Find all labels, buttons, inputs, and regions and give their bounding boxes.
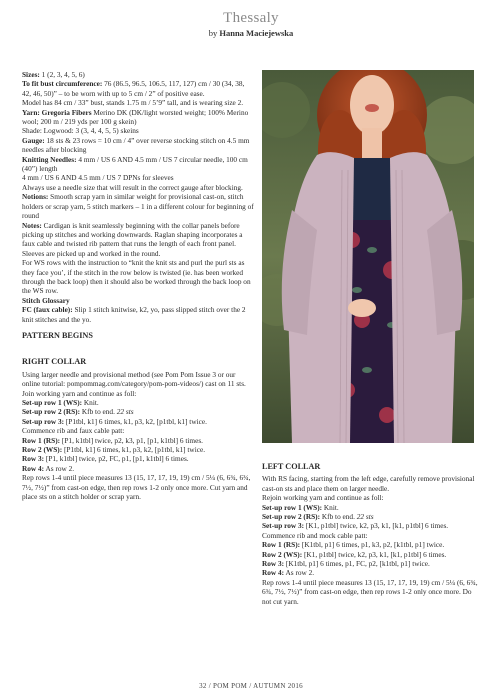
notions-line	[22, 192, 254, 220]
stitch-count: 22 sts	[356, 512, 374, 522]
yarn-value: Merino DK (DK/light worsted weight; 100% Merino wool; 200 m / 219 yds per 100 g skein)	[22, 107, 249, 127]
rc-instructions-3: Commence rib and faux cable patt:	[22, 426, 125, 436]
bust-line	[22, 79, 254, 98]
row-1-label: Row 1 (RS):	[22, 435, 61, 445]
rc-repeat: Rep rows 1-4 until piece measures 13 (15, 17, 17, 19, 19) cm / 5¼ (6, 6¾, 6¾, 7½, 7½)” from cast-on edge, then rep rows 1-2 only once more. Cut yarn and place sts on a stitch holder or scrap yarn.	[22, 473, 251, 502]
notes-value: Cardigan is knit seamlessly beginning with the collar panels before picking up stitches and working downwards. Raglan shaping incorporates a faux cable and twisted rib pattern that runs the length of each front panel. Sleeves are picked up and worked in the round.	[22, 220, 243, 258]
sizes-label: Sizes:	[22, 70, 40, 79]
rc-row-1	[22, 436, 254, 445]
row-2-text: [K1, p1tbl] twice, k2, p3, k1, [k1, p1tbl] 6 times.	[302, 549, 447, 559]
gauge-value: 18 sts & 23 rows = 10 cm / 4” over reverse stocking stitch on 4.5 mm needles after blocking	[22, 135, 250, 155]
row-3-label: Row 3:	[262, 559, 285, 569]
page-footer: 32 / POM POM / AUTUMN 2016	[199, 682, 303, 690]
shade-line: Shade: Logwood: 3 (3, 4, 4, 5, 5) skeins	[22, 126, 139, 136]
pattern-title: Thessaly	[223, 10, 279, 26]
lc-instructions-2: Rejoin working yarn and continue as foll:	[262, 493, 384, 503]
notes-line	[22, 221, 254, 259]
stitch-glossary-text: Stitch Glossary	[22, 295, 70, 305]
byline-by: by	[208, 28, 218, 38]
lc-row-4	[262, 568, 478, 577]
setup-row-1-label: Set-up row 1 (WS):	[262, 502, 323, 512]
setup-row-1-text: Knit.	[82, 398, 99, 407]
byline	[0, 28, 502, 38]
rc-row-4	[22, 464, 254, 473]
author-name: Hanna Maciejewska	[219, 28, 294, 38]
left-collar-heading: LEFT COLLAR	[262, 462, 321, 471]
row-4-text: As row 2.	[44, 463, 75, 473]
pattern-begins-heading: PATTERN BEGINS	[22, 330, 93, 340]
setup-row-3-text: [K1, p1tbl] twice, k2, p3, k1, [k1, p1tbl] 6 times.	[304, 521, 449, 531]
page-header	[0, 10, 502, 38]
needles-line-3: Always use a needle size that will result in the correct gauge after blocking.	[22, 182, 243, 192]
gauge-label: Gauge:	[22, 135, 45, 145]
lc-setup-row-3	[262, 521, 478, 530]
setup-row-2-label: Set-up row 2 (RS):	[262, 512, 321, 522]
row-1-text: [P1, k1tbl] twice, p2, k3, p1, [p1, k1tbl] 6 times.	[60, 435, 203, 445]
fc-value: Slip 1 stitch knitwise, k2, yo, pass slipped stitch over the 2 knit stitches and the yo.	[22, 305, 246, 324]
model-line: Model has 84 cm / 33” bust, stands 1.75 m / 5’9” tall, and is wearing size 2.	[22, 98, 244, 108]
fc-line	[22, 305, 254, 324]
row-4-label: Row 4:	[22, 463, 45, 473]
row-4-label: Row 4:	[262, 568, 285, 578]
lc-setup-row-1	[262, 503, 478, 512]
notions-label: Notions:	[22, 192, 49, 202]
setup-row-3-label: Set-up row 3:	[262, 521, 305, 531]
stitch-count: 22 sts	[116, 407, 134, 417]
setup-row-2-text: Kfb to end.	[320, 512, 357, 522]
right-collar-heading: RIGHT COLLAR	[22, 357, 87, 367]
lc-row-3	[262, 559, 478, 568]
left-column	[22, 70, 254, 501]
gauge-line	[22, 136, 254, 155]
rc-row-2	[22, 445, 254, 454]
row-3-text: [P1, k1tbl] twice, p2, FC, p1, [p1, k1tbl] 6 times.	[44, 454, 189, 464]
row-1-label: Row 1 (RS):	[262, 540, 301, 550]
setup-row-1-label: Set-up row 1 (WS):	[22, 398, 83, 407]
sizes-value: 1 (2, 3, 4, 5, 6)	[39, 70, 85, 79]
setup-row-2-text: Kfb to end.	[80, 407, 117, 417]
sizes-line	[22, 70, 254, 79]
needles-line-2: 4 mm / US 6 AND 4.5 mm / US 7 DPNs for sleeves	[22, 173, 174, 183]
stitch-glossary-heading	[22, 296, 254, 305]
needles-label: Knitting Needles:	[22, 154, 77, 164]
rc-setup-row-1	[22, 398, 254, 407]
rc-instructions-1: Using larger needle and provisional method (see Pom Pom Issue 3 or our online tutorial: pompommag.com/category/pom-pom-videos/) cast on 11 sts.	[22, 369, 246, 389]
rc-row-3	[22, 454, 254, 463]
right-column	[262, 462, 478, 606]
setup-row-2-label: Set-up row 2 (RS):	[22, 407, 81, 417]
photo-illustration	[262, 70, 474, 443]
row-3-text: [K1tbl, p1] 6 times, p1, FC, p2, [k1tbl, p1] twice.	[284, 559, 430, 569]
bust-label: To fit bust circumference:	[22, 79, 103, 89]
lc-repeat: Rep rows 1-4 until piece measures 13 (15, 17, 17, 19, 19) cm / 5¼ (6, 6¾, 6¾, 7½, 7½)” from cast-on edge, then rep rows 1-2 only once more. Do not cut yarn.	[262, 577, 478, 606]
needles-value: 4 mm / US 6 AND 4.5 mm / US 7 circular needle, 100 cm (40”) length	[22, 154, 248, 174]
row-4-text: As row 2.	[284, 568, 315, 578]
lc-instructions-3: Commence rib and mock cable patt:	[262, 530, 368, 540]
lc-row-2	[262, 550, 478, 559]
model-photo	[262, 70, 474, 443]
yarn-line	[22, 108, 254, 127]
notes-label: Notes:	[22, 220, 42, 230]
lc-setup-row-2	[262, 512, 478, 521]
lc-instructions-1: With RS facing, starting from the left edge, carefully remove provisional cast-on sts and place them on larger needle.	[262, 474, 475, 493]
yarn-label: Yarn: Gregoria Fibers	[22, 107, 92, 117]
rc-instructions-2: Join working yarn and continue as foll:	[22, 388, 137, 398]
row-2-label: Row 2 (WS):	[262, 549, 303, 559]
rc-setup-row-3	[22, 417, 254, 426]
row-2-label: Row 2 (WS):	[22, 445, 63, 455]
setup-row-3-label: Set-up row 3:	[22, 416, 65, 426]
setup-row-3-text: [P1tbl, k1] 6 times, k1, p3, k2, [p1tbl, k1] twice.	[64, 416, 207, 426]
spacer	[22, 343, 254, 350]
setup-row-1-text: Knit.	[322, 502, 339, 512]
fc-label: FC (faux cable):	[22, 305, 73, 315]
row-2-text: [P1tbl, k1] 6 times, k1, p3, k2, [p1tbl, k1] twice.	[62, 445, 206, 455]
lc-row-1	[262, 540, 478, 549]
rc-setup-row-2	[22, 407, 254, 416]
bust-value: 76 (86.5, 96.5, 106.5, 117, 127) cm / 30 (34, 38, 42, 46, 50)” – to be worn with up to 5 cm / 2” of positive ease.	[22, 79, 245, 98]
row-3-label: Row 3:	[22, 454, 45, 464]
needles-line	[22, 155, 254, 174]
notes-line-2: For WS rows with the instruction to “knit the knit sts and purl the purl sts as they face you’, if the stitch in the row below is twisted (ie. has been worked through the back loop) then it should also be worked through the back loop on the WS row.	[22, 258, 251, 296]
row-1-text: [K1tbl, p1] 6 times, p1, k3, p2, [k1tbl, p1] twice.	[300, 540, 445, 550]
notions-value: Smooth scrap yarn in similar weight for provisional cast-on, stitch holders or scrap yarn, 5 stitch markers – 1 in a different colour for beginning of round	[22, 192, 254, 221]
